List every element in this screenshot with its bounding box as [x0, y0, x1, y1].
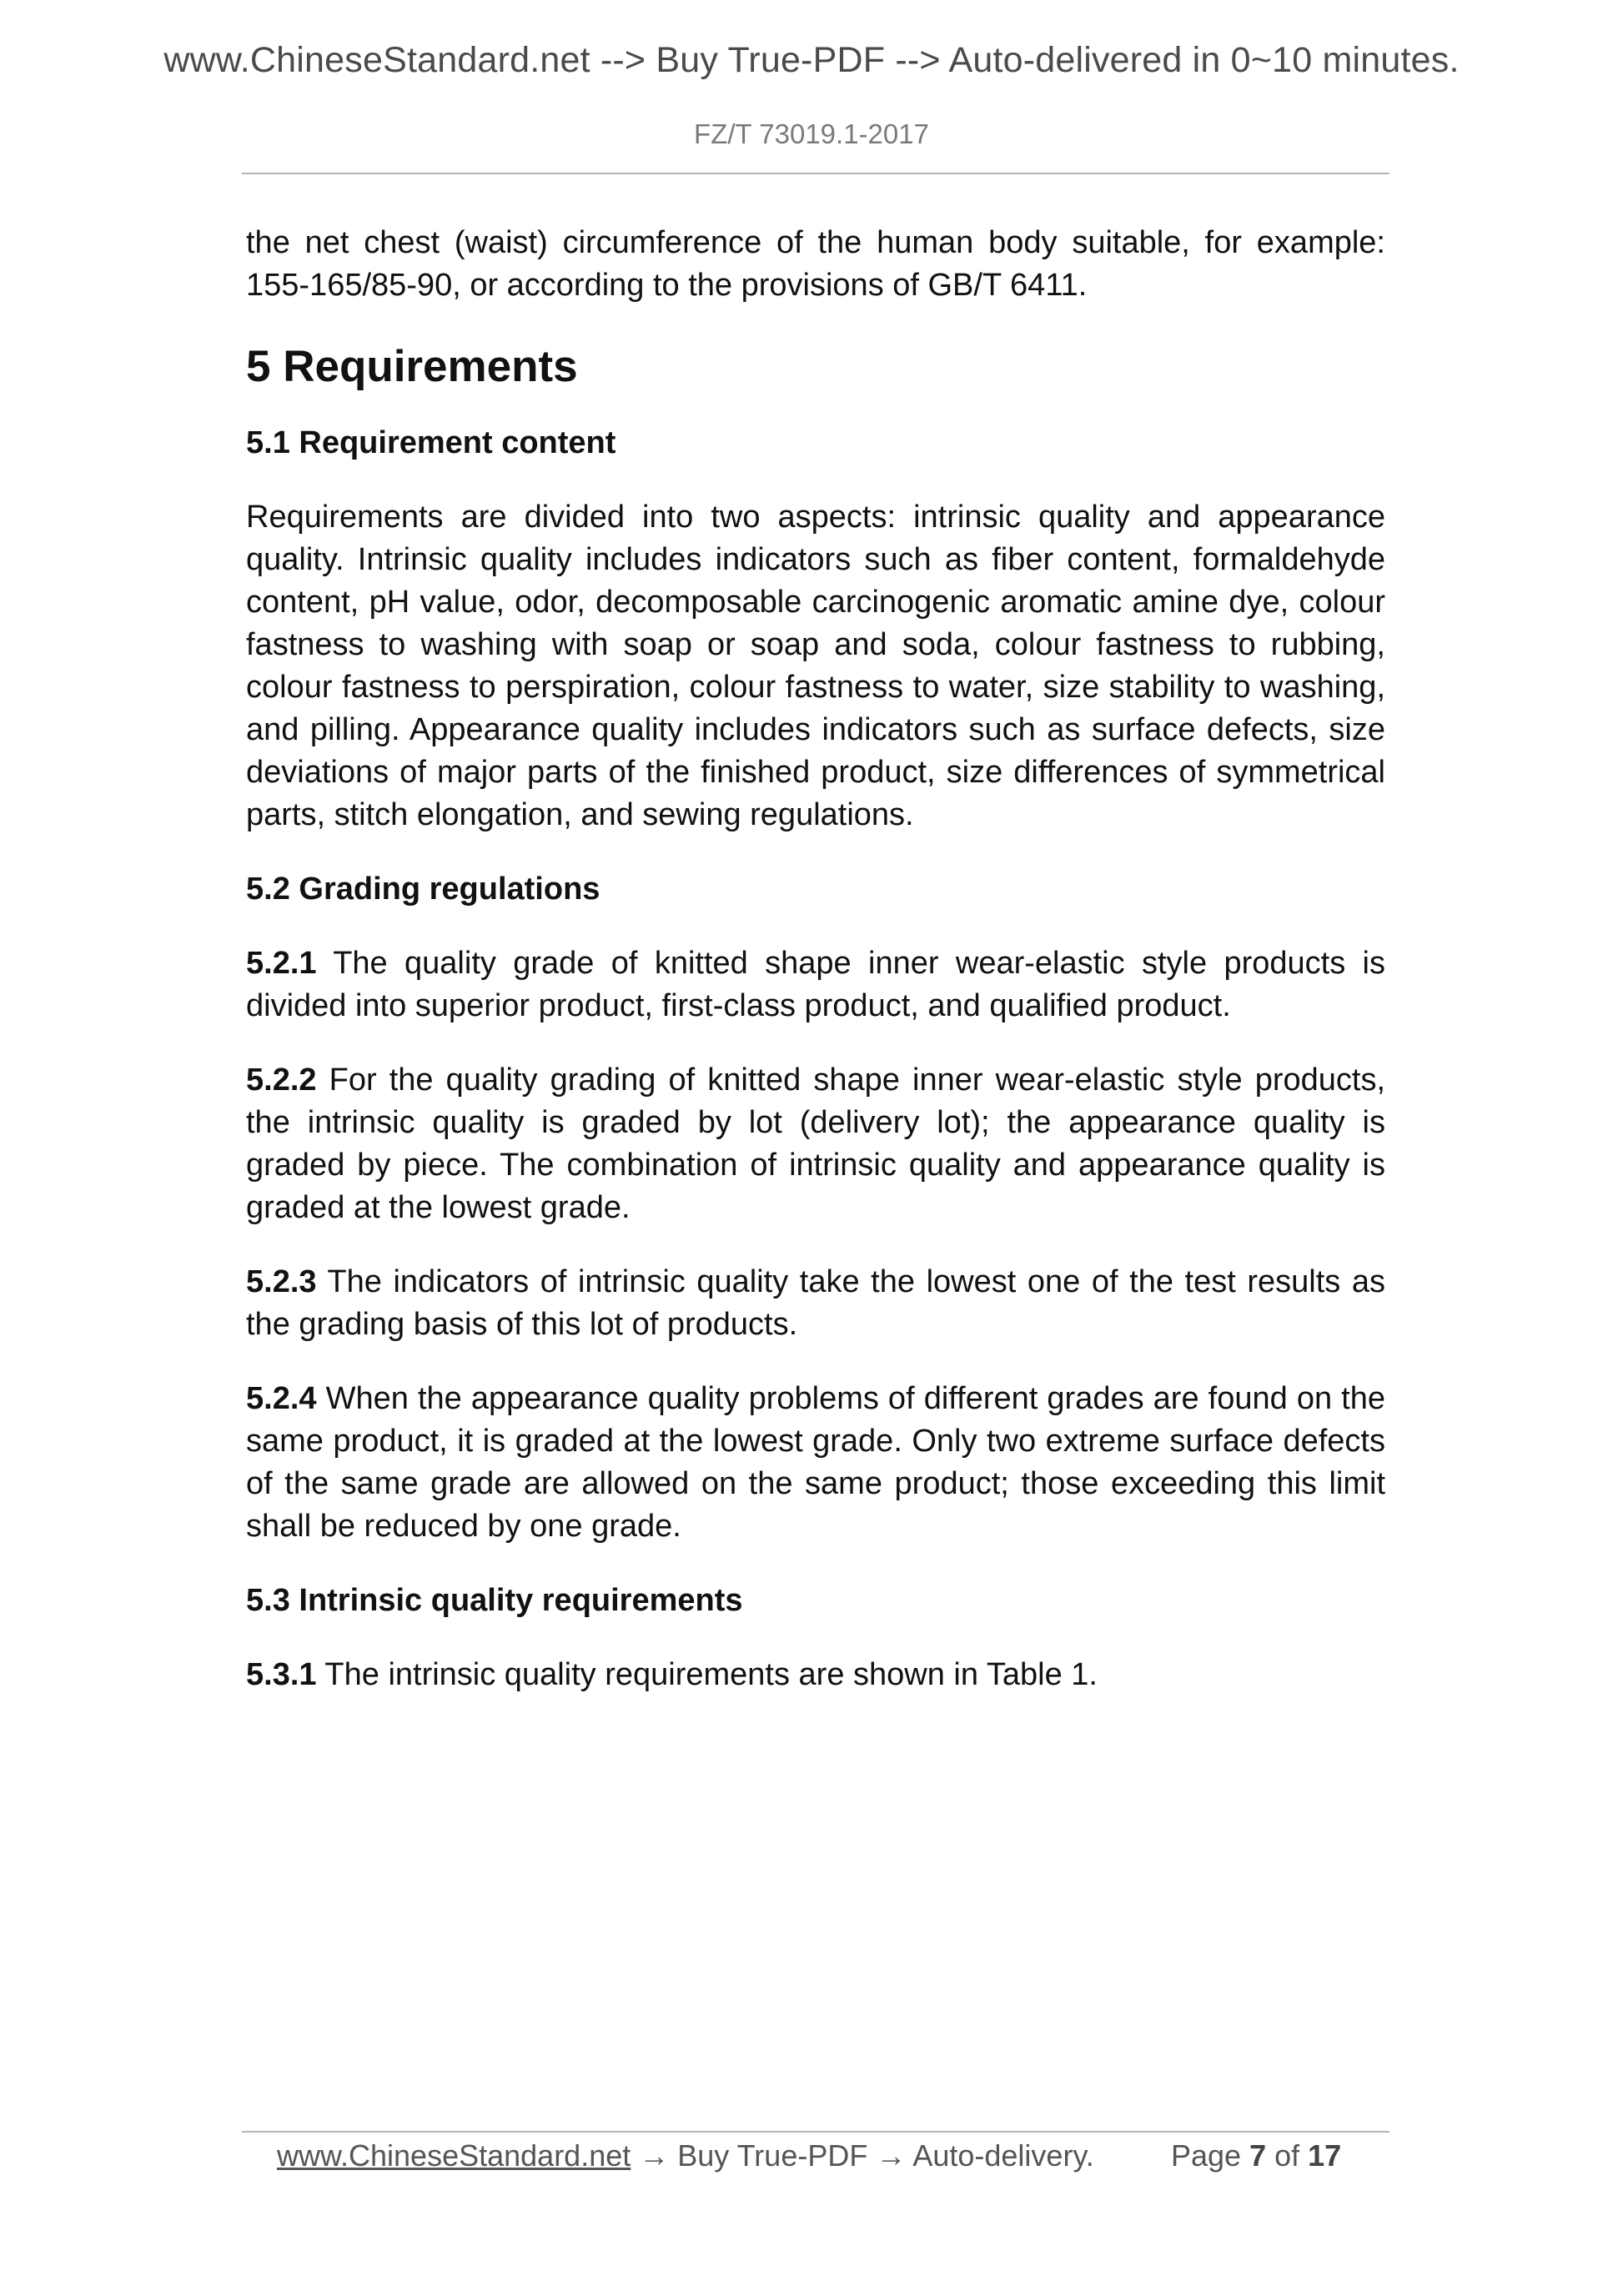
header-divider — [242, 173, 1389, 174]
arrow-right-icon: → — [639, 2138, 670, 2173]
section-5-heading: 5 Requirements — [246, 342, 578, 391]
footer-site-link[interactable]: www.ChineseStandard.net — [277, 2138, 631, 2173]
page-total: 17 — [1308, 2138, 1342, 2173]
page-current: 7 — [1249, 2138, 1267, 2173]
clause-number: 5.2.1 — [246, 946, 317, 981]
clause-5-2-2 — [246, 1059, 1385, 1229]
clause-text: For the quality grading of knitted shape inner wear-elastic style products, the intrinsic quality is graded by lot (delivery lot); the appearance quality is graded by piece. The combination of intrinsic quality and appearance quality is graded at the lowest grade. — [246, 1063, 1385, 1225]
clause-text: When the appearance quality problems of different grades are found on the same product, it is graded at the lowest grade. Only two extreme surface defects of the same grade are allowed on the same product; those exceeding this limit shall be reduced by one grade. — [246, 1381, 1385, 1544]
clause-text: The indicators of intrinsic quality take the lowest one of the test results as the grading basis of this lot of products. — [246, 1264, 1385, 1342]
section-5-3-heading: 5.3 Intrinsic quality requirements — [246, 1583, 743, 1618]
clause-5-2-3 — [246, 1261, 1385, 1346]
site-banner: www.ChineseStandard.net --> Buy True-PDF --> Auto-delivered in 0~10 minutes. — [163, 40, 1460, 80]
document-body — [246, 222, 1385, 1728]
footer-buy-text: Buy True-PDF — [669, 2138, 877, 2173]
section-5-2-heading: 5.2 Grading regulations — [246, 872, 600, 907]
clause-5-3-1 — [246, 1654, 1385, 1696]
clause-text: The quality grade of knitted shape inner wear-elastic style products is divided into superior product, first-class product, and qualified product. — [246, 946, 1385, 1023]
clause-text: The intrinsic quality requirements are shown in Table 1. — [316, 1657, 1098, 1692]
clause-number: 5.2.3 — [246, 1264, 317, 1299]
page-footer — [277, 2135, 1361, 2177]
footer-arrow-1 — [631, 2138, 639, 2173]
clause-5-2-1 — [246, 942, 1385, 1027]
section-5-1-paragraph: Requirements are divided into two aspects: intrinsic quality and appearance quality. Intrinsic quality includes indicators such as fiber content, formaldehyde content, pH value, odor, decomposable carcinogenic aromatic amine dye, colour fastness to washing with soap or soap and soda, colour fastness to rubbing, colour fastness to perspiration, colour fastness to water, size stability to washing, and pilling. Appearance quality includes indicators such as surface defects, size deviations of major parts of the finished product, size differences of symmetrical parts, stitch elongation, and sewing regulations. — [246, 500, 1385, 832]
arrow-right-icon: → — [876, 2138, 907, 2173]
footer-delivery-text: Auto-delivery. — [906, 2138, 1094, 2173]
clause-number: 5.3.1 — [246, 1657, 317, 1692]
section-5-1-heading: 5.1 Requirement content — [246, 425, 616, 460]
page-number — [1171, 2135, 1341, 2177]
intro-paragraph: the net chest (waist) circumference of the human body suitable, for example: 155-165/85-90, or according to the provisions of GB/T 6411. — [246, 225, 1385, 303]
clause-number: 5.2.4 — [246, 1381, 317, 1416]
clause-number: 5.2.2 — [246, 1063, 317, 1098]
standard-code: FZ/T 73019.1-2017 — [694, 118, 929, 149]
clause-5-2-4 — [246, 1378, 1385, 1548]
page-of: of — [1266, 2138, 1309, 2173]
page-label: Page — [1171, 2138, 1250, 2173]
footer-divider — [242, 2131, 1389, 2133]
